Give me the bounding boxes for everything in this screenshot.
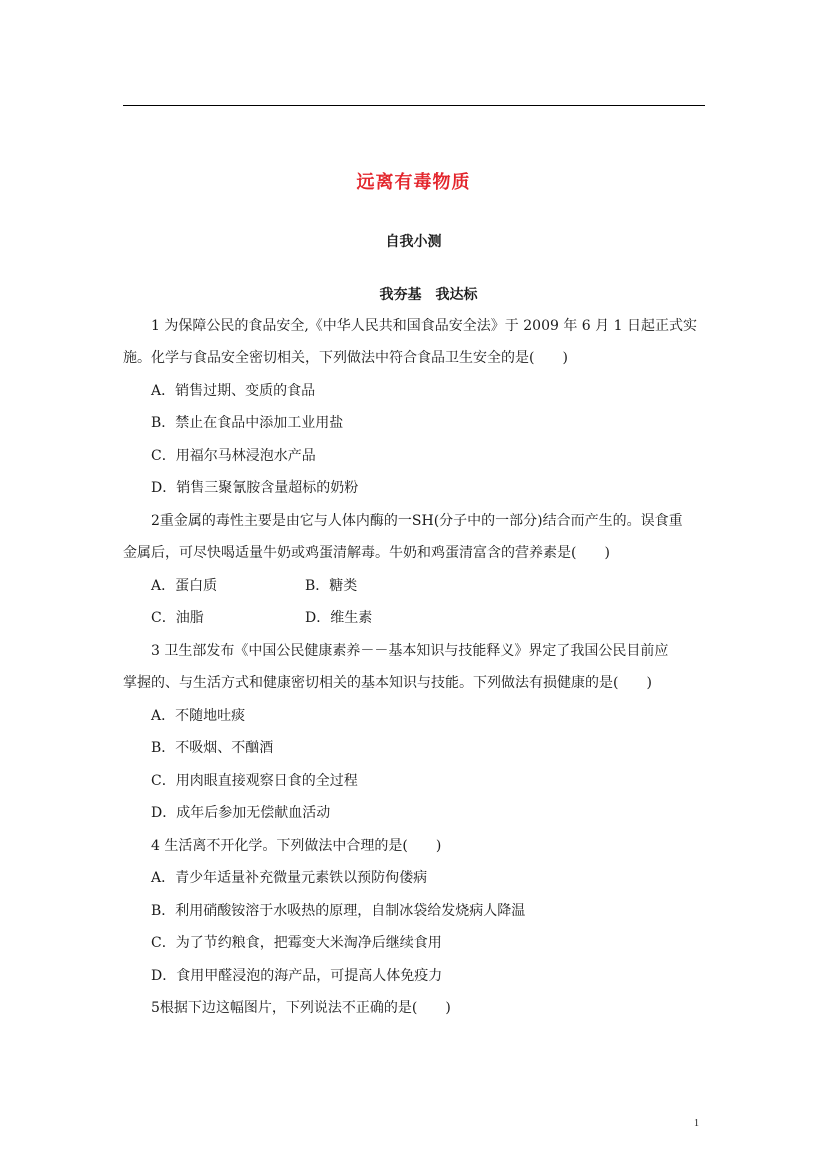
question-1-line-1: 1 为保障公民的食品安全,《中华人民共和国食品安全法》于 2009 年 6 月 1 日起正式实	[151, 318, 697, 334]
question-4-option-c: C．为了节约粮食，把霉变大米淘净后继续食用	[151, 935, 442, 951]
question-1-line-2: 施。化学与食品安全密切相关，下列做法中符合食品卫生安全的是( )	[123, 350, 568, 366]
question-3-line-1: 3 卫生部发布《中国公民健康素养－－基本知识与技能释义》界定了我国公民目前应	[151, 643, 669, 659]
question-4-option-a: A．青少年适量补充微量元素铁以预防佝偻病	[151, 870, 428, 886]
question-3-option-d: D．成年后参加无偿献血活动	[151, 805, 331, 821]
section-heading: 我夯基 我达标	[379, 287, 478, 303]
question-2-line-1: 2重金属的毒性主要是由它与人体内酶的一SH(分子中的一部分)结合而产生的。误食重	[151, 513, 683, 529]
question-3-line-2: 掌握的、与生活方式和健康密切相关的基本知识与技能。下列做法有损健康的是( )	[123, 675, 652, 691]
page-number: 1	[694, 1118, 699, 1129]
header-rule	[123, 105, 705, 106]
question-2-option-c: C．油脂	[151, 610, 204, 626]
question-1-option-c: C．用福尔马林浸泡水产品	[151, 448, 316, 464]
question-3-option-a: A．不随地吐痰	[151, 708, 246, 724]
document-subtitle: 自我小测	[385, 234, 442, 250]
question-2-option-a: A．蛋白质	[151, 578, 218, 594]
question-4-option-d: D．食用甲醛浸泡的海产品，可提高人体免疫力	[151, 968, 443, 984]
question-1-option-a: A．销售过期、变质的食品	[151, 383, 316, 399]
question-2-option-d: D．维生素	[305, 610, 373, 626]
question-4-line-1: 4 生活离不开化学。下列做法中合理的是( )	[151, 838, 442, 854]
question-2-line-2: 金属后，可尽快喝适量牛奶或鸡蛋清解毒。牛奶和鸡蛋清富含的营养素是( )	[123, 545, 610, 561]
question-1-option-b: B．禁止在食品中添加工业用盐	[151, 415, 344, 431]
question-2-option-b: B．糖类	[305, 578, 358, 594]
question-5-line-1: 5根据下边这幅图片，下列说法不正确的是( )	[151, 1000, 451, 1016]
question-3-option-c: C．用肉眼直接观察日食的全过程	[151, 773, 358, 789]
question-1-option-d: D．销售三聚氰胺含量超标的奶粉	[151, 480, 359, 496]
document-title: 远离有毒物质	[356, 172, 471, 193]
question-4-option-b: B．利用硝酸铵溶于水吸热的原理，自制冰袋给发烧病人降温	[151, 903, 526, 919]
question-3-option-b: B．不吸烟、不酗酒	[151, 740, 274, 756]
